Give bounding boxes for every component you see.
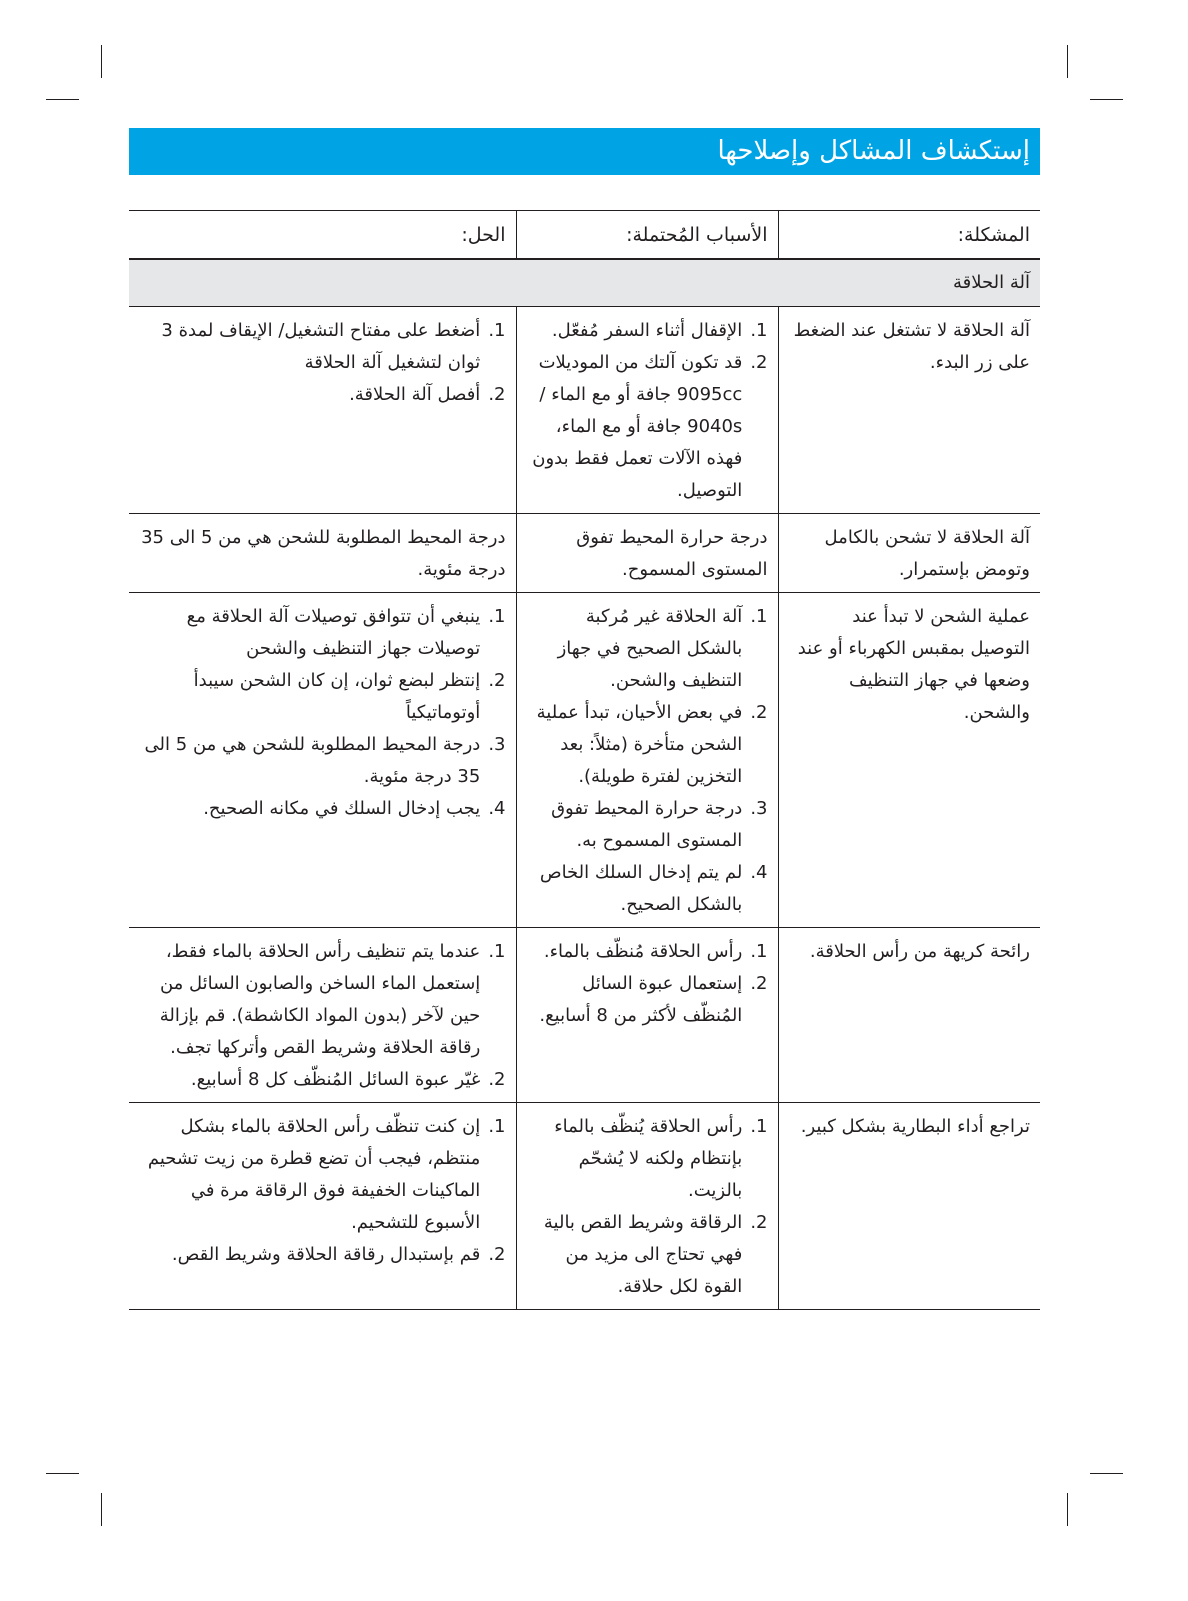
table-row [129, 928, 1040, 1103]
cause-item [527, 1207, 768, 1303]
item-number: 2. [750, 1212, 768, 1233]
section-row [129, 259, 1040, 307]
cause-list [527, 936, 768, 1032]
problem-cell: عملية الشحن لا تبدأ عند التوصيل بمقبس الكهرباء أو عند وضعها في جهاز التنظيف والشحن. [778, 593, 1040, 928]
solution-list [139, 315, 506, 411]
item-text: درجة المحيط المطلوبة للشحن هي من 5 الى 35 درجة مئوية. [144, 734, 481, 787]
crop-mark [46, 99, 79, 100]
table-row [129, 307, 1040, 514]
item-number: 2. [488, 670, 506, 691]
item-number: 1. [750, 606, 768, 627]
solution-item [139, 379, 506, 411]
item-number: 1. [488, 941, 506, 962]
item-text: إستعمال عبوة السائل المُنظّف لأكثر من 8 أسابيع. [539, 973, 743, 1026]
cause-item [527, 936, 768, 968]
item-number: 2. [750, 702, 768, 723]
cause-list [527, 315, 768, 507]
cause-list [527, 601, 768, 921]
cause-list [527, 1111, 768, 1303]
crop-mark [1067, 1493, 1068, 1526]
item-text: ينبغي أن تتوافق توصيلات آلة الحلاقة مع توصيلات جهاز التنظيف والشحن [186, 606, 481, 659]
item-text: إن كنت تنظّف رأس الحلاقة بالماء بشكل منتظم، فيجب أن تضع قطرة من زيت تشحيم الماكينات الخفيفة فوق الرقاقة مرة في الأسبوع للتشحيم. [147, 1116, 481, 1233]
solution-cell [129, 307, 516, 514]
solution-item [139, 1064, 506, 1096]
cause-item [527, 601, 768, 697]
item-text: درجة حرارة المحيط تفوق المستوى المسموح به. [551, 798, 743, 851]
item-text: درجة المحيط المطلوبة للشحن هي من 5 الى 35 درجة مئوية. [141, 527, 506, 580]
item-text: يجب إدخال السلك في مكانه الصحيح. [203, 798, 481, 819]
item-text: رأس الحلاقة يُنظّف بالماء بإنتظام ولكنه لا يُشحّم بالزيت. [554, 1116, 743, 1201]
cause-item [527, 968, 768, 1032]
item-number: 1. [488, 320, 506, 341]
solution-list [139, 936, 506, 1096]
cause-item [527, 522, 768, 586]
solution-list [139, 601, 506, 825]
solution-item [139, 315, 506, 379]
page-title: إستكشاف المشاكل وإصلاحها [129, 128, 1040, 175]
header-solution: الحل: [129, 211, 516, 260]
item-number: 1. [488, 1116, 506, 1137]
item-text: في بعض الأحيان، تبدأ عملية الشحن متأخرة (مثلاً: بعد التخزين لفترة طويلة). [536, 702, 743, 787]
item-text: غيّر عبوة السائل المُنظّف كل 8 أسابيع. [190, 1069, 481, 1090]
item-number: 2. [488, 1069, 506, 1090]
cause-item [527, 857, 768, 921]
solution-item [139, 522, 506, 586]
problem-cell: تراجع أداء البطارية بشكل كبير. [778, 1103, 1040, 1310]
item-text: درجة حرارة المحيط تفوق المستوى المسموح. [576, 527, 768, 580]
table-header-row [129, 211, 1040, 260]
troubleshooting-table [129, 210, 1040, 1310]
cause-cell [516, 593, 778, 928]
item-text: قم بإستبدال رقاقة الحلاقة وشريط القص. [171, 1244, 481, 1265]
item-text: الرقاقة وشريط القص بالية فهي تحتاج الى مزيد من القوة لكل حلاقة. [543, 1212, 743, 1297]
crop-mark [1090, 99, 1123, 100]
solution-cell [129, 1103, 516, 1310]
item-text: لم يتم إدخال السلك الخاص بالشكل الصحيح. [539, 862, 743, 915]
solution-item [139, 601, 506, 665]
item-number: 2. [488, 384, 506, 405]
item-number: 4. [750, 862, 768, 883]
cause-item [527, 793, 768, 857]
item-text: عندما يتم تنظيف رأس الحلاقة بالماء فقط، إستعمل الماء الساخن والصابون السائل من حين لآخر (بدون المواد الكاشطة). قم بإزالة رقاقة الحلاقة وشريط القص وأتركها تجف. [159, 941, 481, 1058]
cause-list [527, 522, 768, 586]
section-title: آلة الحلاقة [129, 259, 1040, 307]
crop-mark [101, 1493, 102, 1526]
solution-cell [129, 514, 516, 593]
solution-item [139, 936, 506, 1064]
cause-item [527, 347, 768, 507]
item-number: 2. [488, 1244, 506, 1265]
item-number: 2. [750, 973, 768, 994]
cause-item [527, 697, 768, 793]
cause-cell [516, 1103, 778, 1310]
item-text: رأس الحلاقة مُنظّف بالماء. [543, 941, 743, 962]
cause-cell [516, 307, 778, 514]
solution-cell [129, 928, 516, 1103]
item-number: 1. [750, 320, 768, 341]
solution-item [139, 729, 506, 793]
table-row [129, 1103, 1040, 1310]
crop-mark [101, 45, 102, 78]
solution-list [139, 522, 506, 586]
item-number: 1. [488, 606, 506, 627]
solution-cell [129, 593, 516, 928]
problem-cell: آلة الحلاقة لا تشتغل عند الضغط على زر البدء. [778, 307, 1040, 514]
item-text: قد تكون آلتك من الموديلات 9095cc جافة أو مع الماء / 9040s جافة أو مع الماء، فهذه الآلات تعمل فقط بدون التوصيل. [532, 352, 743, 501]
problem-cell: آلة الحلاقة لا تشحن بالكامل وتومض بإستمرار. [778, 514, 1040, 593]
cause-cell [516, 514, 778, 593]
table-row [129, 593, 1040, 928]
header-problem: المشكلة: [778, 211, 1040, 260]
solution-item [139, 665, 506, 729]
item-text: آلة الحلاقة غير مُركبة بالشكل الصحيح في جهاز التنظيف والشحن. [557, 606, 743, 691]
crop-mark [1067, 45, 1068, 78]
item-text: أفصل آلة الحلاقة. [349, 384, 481, 405]
item-number: 3. [488, 734, 506, 755]
cause-cell [516, 928, 778, 1103]
item-number: 1. [750, 941, 768, 962]
item-number: 3. [750, 798, 768, 819]
crop-mark [46, 1473, 79, 1474]
problem-cell: رائحة كريهة من رأس الحلاقة. [778, 928, 1040, 1103]
item-number: 2. [750, 352, 768, 373]
cause-item [527, 315, 768, 347]
cause-item [527, 1111, 768, 1207]
solution-item [139, 1111, 506, 1239]
item-text: الإقفال أثناء السفر مُفعّل. [551, 320, 743, 341]
header-cause: الأسباب المُحتملة: [516, 211, 778, 260]
item-number: 4. [488, 798, 506, 819]
solution-item [139, 793, 506, 825]
item-number: 1. [750, 1116, 768, 1137]
crop-mark [1090, 1473, 1123, 1474]
solution-list [139, 1111, 506, 1271]
item-text: إنتظر لبضع ثوان، إن كان الشحن سيبدأ أوتوماتيكياً [193, 670, 481, 723]
solution-item [139, 1239, 506, 1271]
item-text: أضغط على مفتاح التشغيل/ الإيقاف لمدة 3 ثوان لتشغيل آلة الحلاقة [161, 320, 481, 373]
table-row [129, 514, 1040, 593]
